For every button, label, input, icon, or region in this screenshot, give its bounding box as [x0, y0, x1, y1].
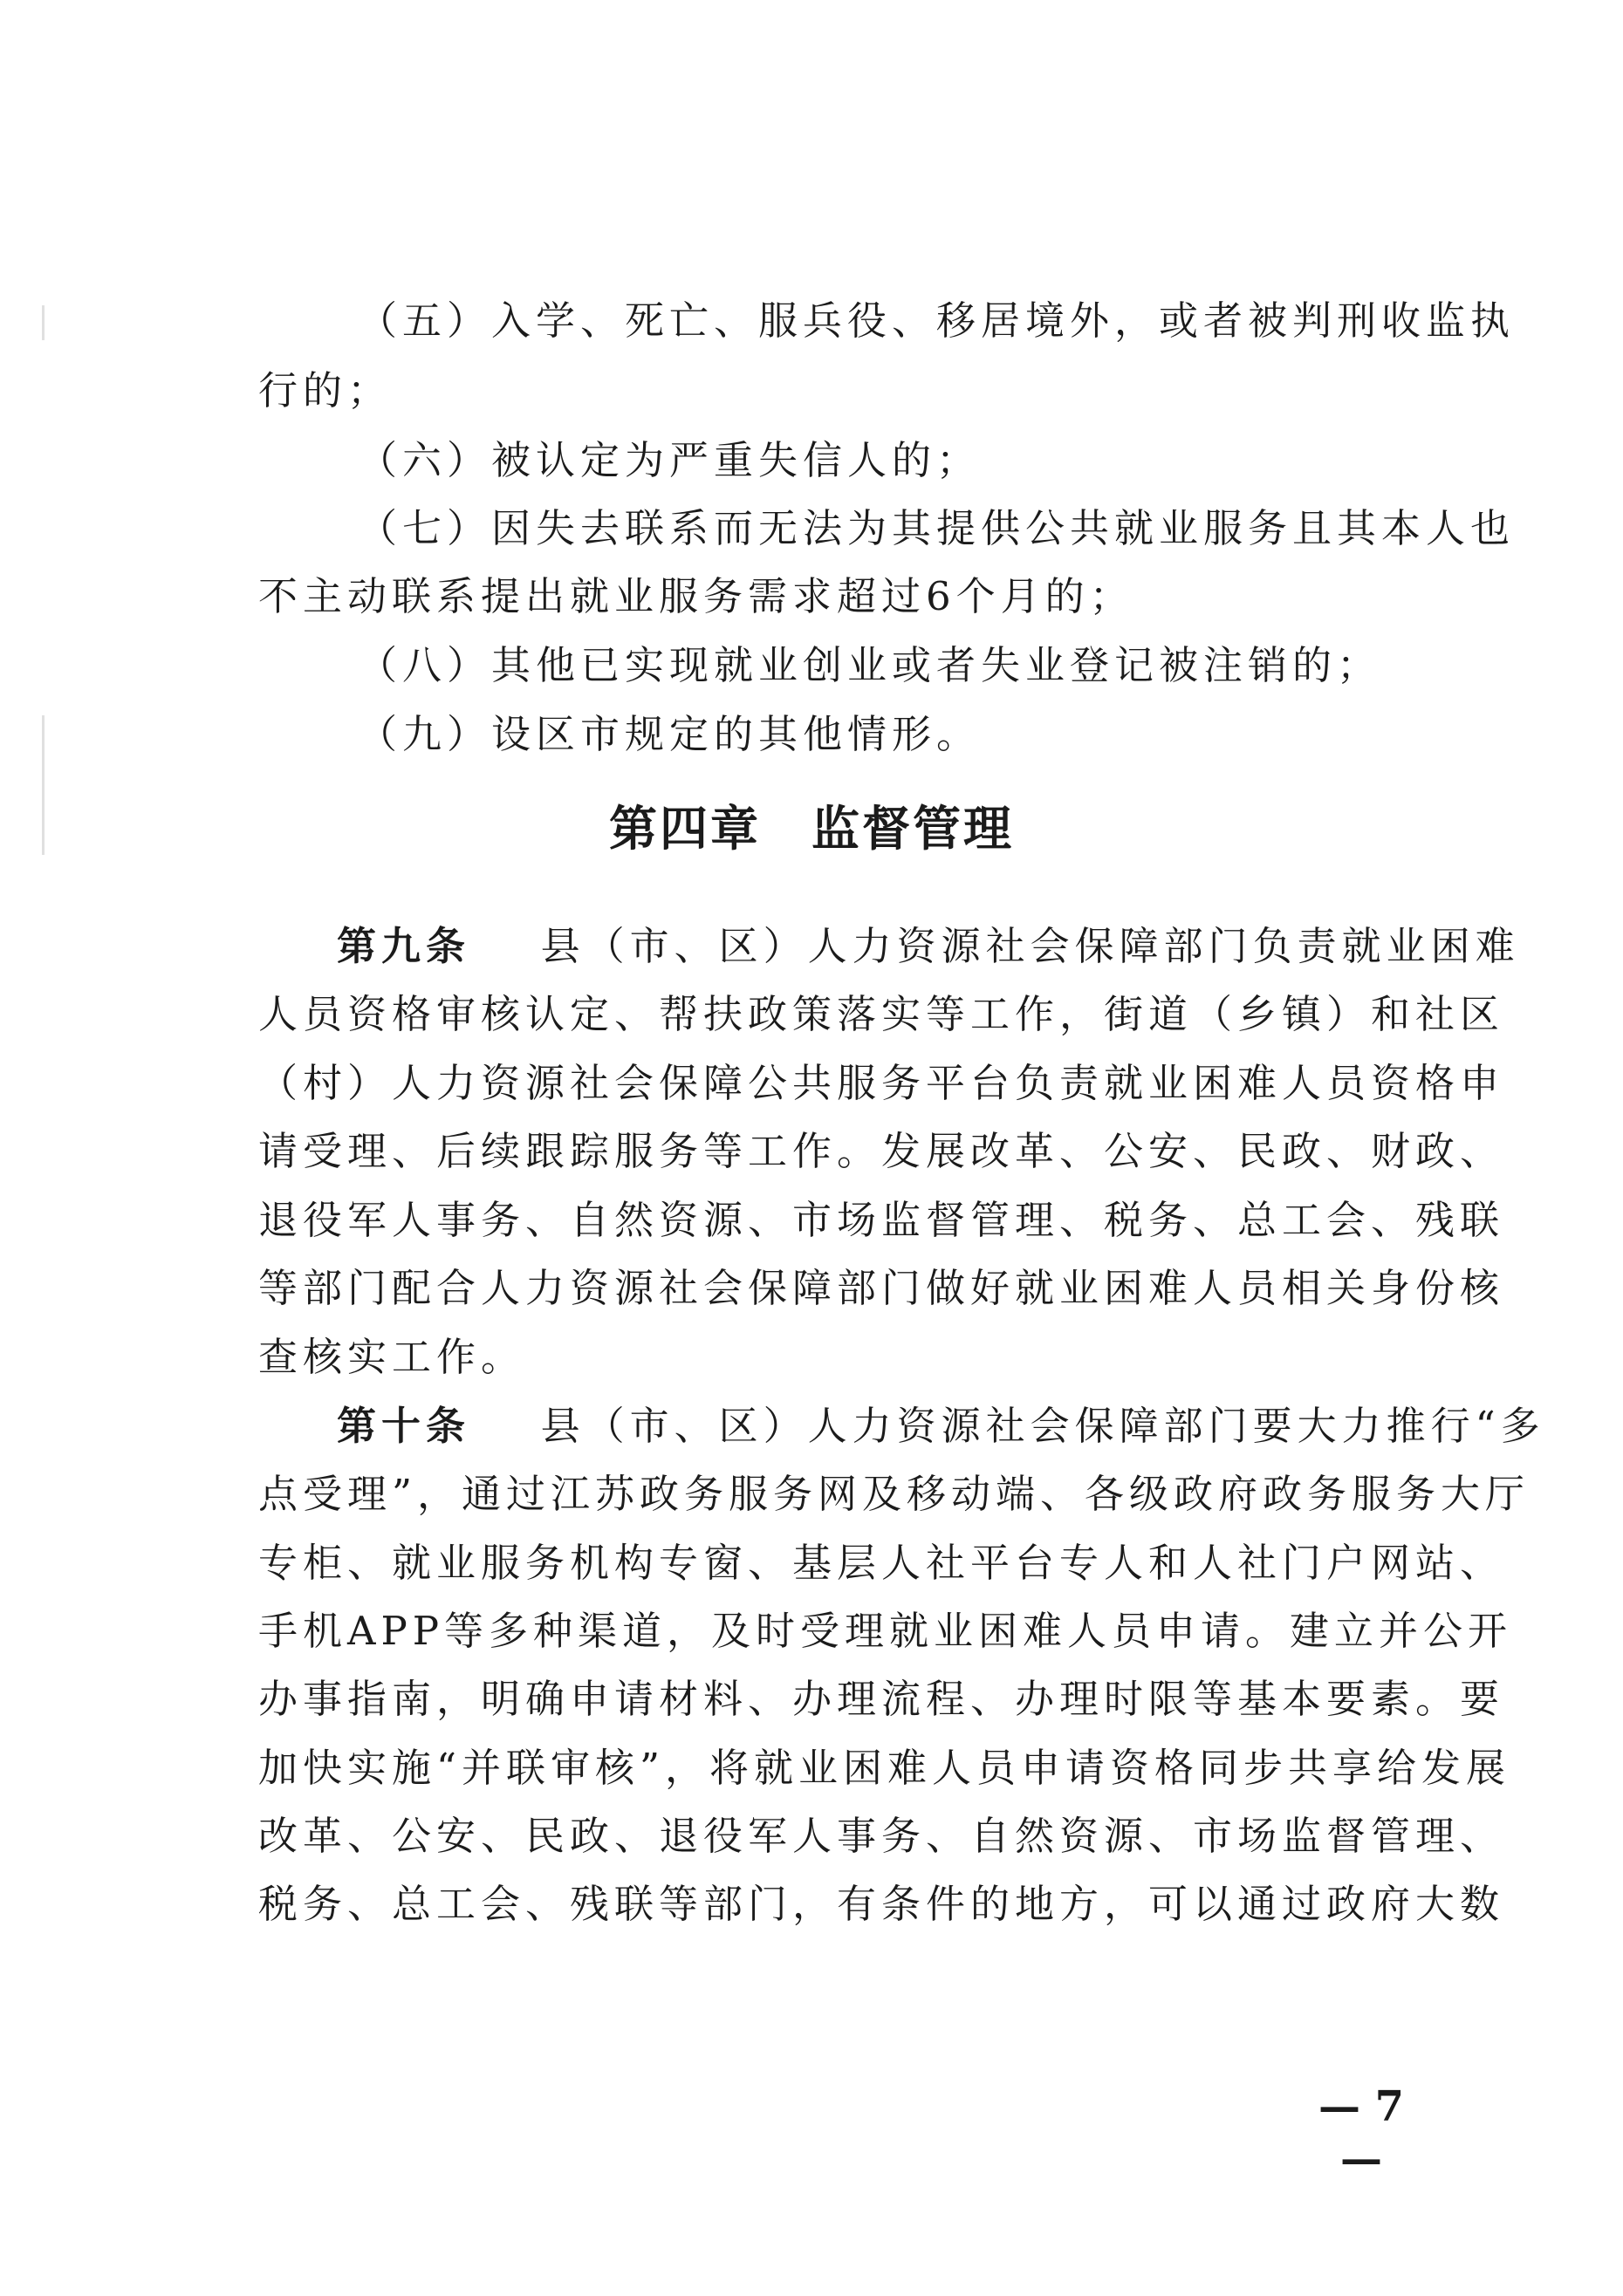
list-item-8: （八）其他已实现就业创业或者失业登记被注销的； — [358, 642, 1382, 688]
article-10-line: 加快实施“并联审核”，将就业困难人员申请资格同步共享给发展 — [258, 1745, 1511, 1791]
list-item-5-line-2: 行的； — [258, 367, 393, 413]
article-10-line-1 — [337, 1400, 1545, 1452]
article-9-line: 请受理、后续跟踪服务等工作。发展改革、公安、民政、财政、 — [258, 1128, 1505, 1174]
list-item-7-line-1: （七）因失去联系而无法为其提供公共就业服务且其本人也 — [358, 505, 1516, 551]
article-9-line: （村）人力资源社会保障公共服务平台负责就业困难人员资格申 — [258, 1060, 1505, 1106]
article-10-line: 税务、总工会、残联等部门，有条件的地方，可以通过政府大数 — [258, 1881, 1505, 1927]
article-9-line: 人员资格审核认定、帮扶政策落实等工作，街道（乡镇）和社区 — [258, 991, 1505, 1037]
article-9-line: 等部门配合人力资源社会保障部门做好就业困难人员相关身份核 — [258, 1265, 1505, 1311]
page-number: — 7 — — [1318, 2082, 1405, 2183]
list-item-9: （九）设区市规定的其他情形。 — [358, 711, 982, 757]
article-10-line: 手机APP等多种渠道，及时受理就业困难人员申请。建立并公开 — [258, 1608, 1513, 1654]
list-item-5-line-1: （五）入学、死亡、服兵役、移居境外，或者被判刑收监执 — [358, 297, 1516, 344]
article-10-text: 县（市、区）人力资源社会保障部门要大力推行“多 — [540, 1403, 1545, 1449]
list-item-6: （六）被认定为严重失信人的； — [358, 437, 982, 483]
article-9-line: 查核实工作。 — [258, 1334, 526, 1380]
article-10-line: 专柜、就业服务机构专窗、基层人社平台专人和人社门户网站、 — [258, 1540, 1505, 1586]
article-9-line-1 — [337, 920, 1520, 973]
article-9-line: 退役军人事务、自然资源、市场监督管理、税务、总工会、残联 — [258, 1197, 1505, 1243]
article-9-label: 第九条 — [337, 923, 471, 969]
scan-edge-mark — [42, 305, 45, 340]
article-9-text: 县（市、区）人力资源社会保障部门负责就业困难 — [540, 923, 1520, 969]
list-item-7-line-2: 不主动联系提出就业服务需求超过6个月的； — [258, 573, 1134, 619]
article-10-label: 第十条 — [337, 1403, 471, 1449]
article-10-line: 办事指南，明确申请材料、办理流程、办理时限等基本要素。要 — [258, 1676, 1505, 1722]
chapter-title: 第四章 监督管理 — [608, 800, 1014, 857]
article-10-line: 改革、公安、民政、退役军人事务、自然资源、市场监督管理、 — [258, 1813, 1505, 1859]
article-10-line: 点受理”，通过江苏政务服务网及移动端、各级政府政务服务大厅 — [258, 1471, 1531, 1517]
